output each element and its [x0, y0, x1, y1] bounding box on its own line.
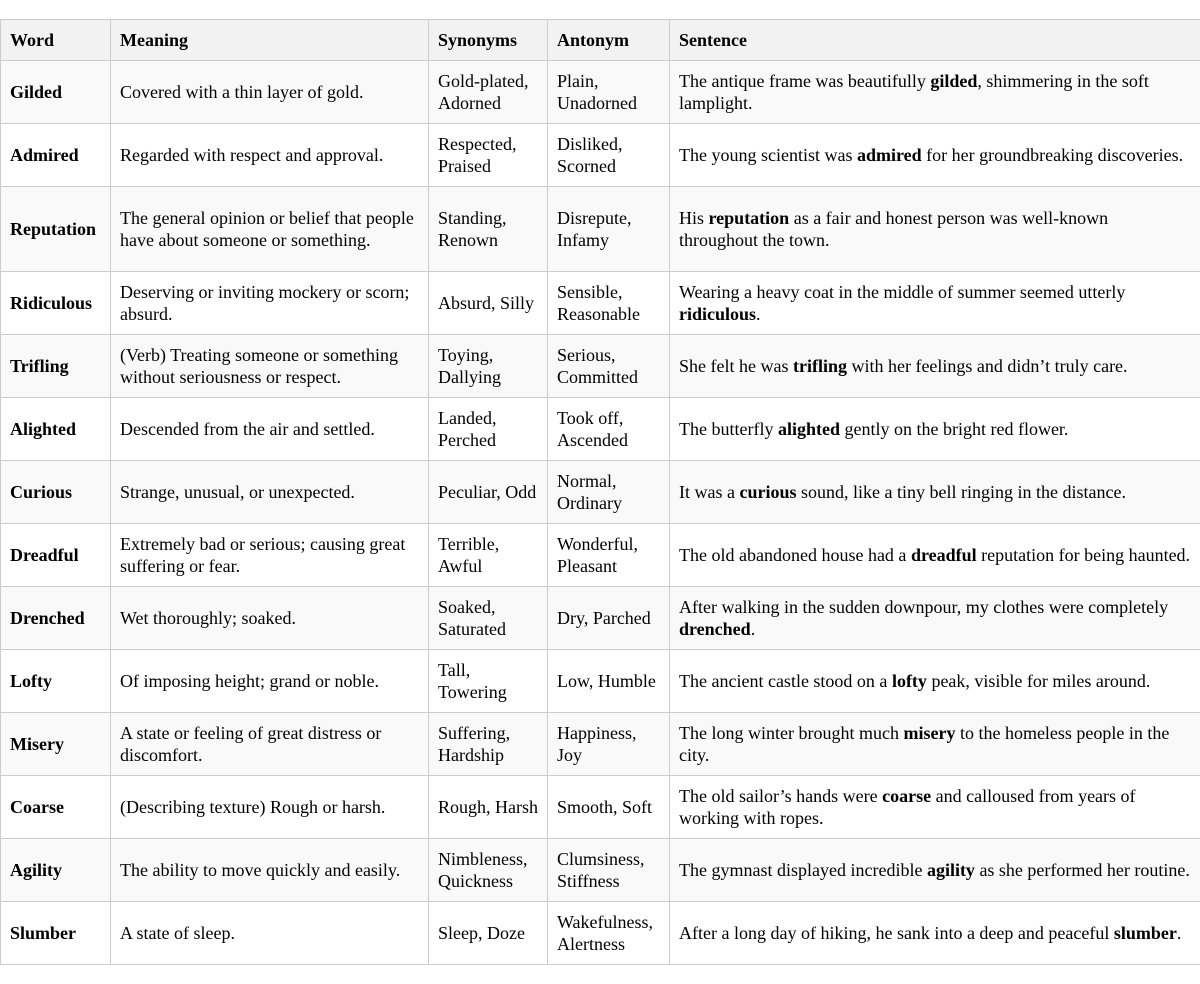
- table-row: [1, 587, 1200, 650]
- meaning-cell: Of imposing height; grand or noble.: [111, 650, 429, 713]
- column-header-meaning: Meaning: [111, 20, 429, 61]
- synonyms-cell: Nimbleness, Quickness: [429, 839, 548, 902]
- sentence-highlight: trifling: [792, 356, 847, 376]
- table-row: [1, 398, 1200, 461]
- meaning-cell: Deserving or inviting mockery or scorn; absurd.: [111, 272, 429, 335]
- antonym-cell: Wonderful, Pleasant: [548, 524, 670, 587]
- synonyms-cell: Toying, Dallying: [429, 335, 548, 398]
- sentence-text: reputation for being haunted.: [976, 545, 1191, 565]
- sentence-highlight: misery: [903, 723, 956, 743]
- sentence-text: as she performed her routine.: [974, 860, 1190, 880]
- antonym-cell: Smooth, Soft: [548, 776, 670, 839]
- word-cell: Lofty: [1, 650, 111, 713]
- antonym-cell: Normal, Ordinary: [548, 461, 670, 524]
- antonym-cell: Plain, Unadorned: [548, 61, 670, 124]
- meaning-cell: (Describing texture) Rough or harsh.: [111, 776, 429, 839]
- table-row: [1, 272, 1200, 335]
- sentence-text: It was a: [679, 482, 740, 502]
- table-body: [1, 61, 1200, 965]
- sentence-text: for her groundbreaking discoveries.: [921, 145, 1184, 165]
- sentence-highlight: slumber: [1113, 923, 1177, 943]
- sentence-text: peak, visible for miles around.: [926, 671, 1151, 691]
- sentence-text: His: [679, 208, 709, 228]
- sentence-cell: [670, 335, 1200, 398]
- antonym-cell: Clumsiness, Stiffness: [548, 839, 670, 902]
- table-row: [1, 713, 1200, 776]
- sentence-cell: [670, 650, 1200, 713]
- sentence-text: She felt he was: [679, 356, 793, 376]
- sentence-highlight: dreadful: [910, 545, 977, 565]
- antonym-cell: Dry, Parched: [548, 587, 670, 650]
- table-row: [1, 335, 1200, 398]
- sentence-highlight: agility: [926, 860, 975, 880]
- sentence-cell: [670, 461, 1200, 524]
- meaning-cell: The ability to move quickly and easily.: [111, 839, 429, 902]
- antonym-cell: Happiness, Joy: [548, 713, 670, 776]
- synonyms-cell: Landed, Perched: [429, 398, 548, 461]
- antonym-cell: Took off, Ascended: [548, 398, 670, 461]
- synonyms-cell: Gold-plated, Adorned: [429, 61, 548, 124]
- sentence-highlight: curious: [739, 482, 797, 502]
- sentence-cell: [670, 587, 1200, 650]
- antonym-cell: Wakefulness, Alertness: [548, 902, 670, 965]
- meaning-cell: Strange, unusual, or unexpected.: [111, 461, 429, 524]
- sentence-cell: [670, 902, 1200, 965]
- sentence-text: as a fair and honest person was well-known throughout the town.: [679, 208, 1109, 250]
- word-cell: Alighted: [1, 398, 111, 461]
- sentence-cell: [670, 124, 1200, 187]
- sentence-text: gently on the bright red flower.: [839, 419, 1069, 439]
- sentence-text: , shimmering in the soft lamplight.: [679, 71, 1149, 113]
- sentence-cell: [670, 187, 1200, 272]
- table-row: [1, 650, 1200, 713]
- sentence-text: to the homeless people in the city.: [679, 723, 1170, 765]
- sentence-highlight: alighted: [777, 419, 840, 439]
- sentence-text: The old sailor’s hands were: [679, 786, 883, 806]
- word-cell: Reputation: [1, 187, 111, 272]
- antonym-cell: Disliked, Scorned: [548, 124, 670, 187]
- synonyms-cell: Suffering, Hardship: [429, 713, 548, 776]
- word-cell: Dreadful: [1, 524, 111, 587]
- word-cell: Ridiculous: [1, 272, 111, 335]
- column-header-sentence: Sentence: [670, 20, 1200, 61]
- synonyms-cell: Sleep, Doze: [429, 902, 548, 965]
- word-cell: Gilded: [1, 61, 111, 124]
- sentence-text: The gymnast displayed incredible: [679, 860, 927, 880]
- sentence-cell: [670, 776, 1200, 839]
- meaning-cell: A state or feeling of great distress or discomfort.: [111, 713, 429, 776]
- sentence-highlight: lofty: [891, 671, 927, 691]
- sentence-text: sound, like a tiny bell ringing in the distance.: [796, 482, 1126, 502]
- meaning-cell: (Verb) Treating someone or something without seriousness or respect.: [111, 335, 429, 398]
- synonyms-cell: Standing, Renown: [429, 187, 548, 272]
- meaning-cell: Extremely bad or serious; causing great suffering or fear.: [111, 524, 429, 587]
- synonyms-cell: Absurd, Silly: [429, 272, 548, 335]
- column-header-word: Word: [1, 20, 111, 61]
- sentence-text: with her feelings and didn’t truly care.: [846, 356, 1128, 376]
- table-row: [1, 187, 1200, 272]
- sentence-cell: [670, 398, 1200, 461]
- sentence-highlight: reputation: [708, 208, 790, 228]
- sentence-cell: [670, 272, 1200, 335]
- sentence-cell: [670, 713, 1200, 776]
- sentence-highlight: drenched: [679, 619, 751, 639]
- sentence-cell: [670, 524, 1200, 587]
- word-cell: Misery: [1, 713, 111, 776]
- synonyms-cell: Soaked, Saturated: [429, 587, 548, 650]
- word-cell: Agility: [1, 839, 111, 902]
- synonyms-cell: Terrible, Awful: [429, 524, 548, 587]
- word-cell: Curious: [1, 461, 111, 524]
- sentence-text: Wearing a heavy coat in the middle of summer seemed utterly: [679, 282, 1126, 302]
- sentence-text: and calloused from years of working with ropes.: [679, 786, 1136, 828]
- column-header-synonyms: Synonyms: [429, 20, 548, 61]
- sentence-text: .: [756, 304, 761, 324]
- sentence-highlight: ridiculous: [679, 304, 757, 324]
- sentence-text: The antique frame was beautifully: [679, 71, 931, 91]
- vocabulary-table: [0, 19, 1200, 965]
- sentence-text: .: [1176, 923, 1182, 943]
- synonyms-cell: Rough, Harsh: [429, 776, 548, 839]
- sentence-text: The ancient castle stood on a: [679, 671, 892, 691]
- table-row: [1, 902, 1200, 965]
- sentence-cell: [670, 839, 1200, 902]
- sentence-text: .: [750, 619, 756, 639]
- meaning-cell: The general opinion or belief that people have about someone or something.: [111, 187, 429, 272]
- antonym-cell: Low, Humble: [548, 650, 670, 713]
- table-row: [1, 524, 1200, 587]
- sentence-text: The young scientist was: [679, 145, 857, 165]
- synonyms-cell: Respected, Praised: [429, 124, 548, 187]
- meaning-cell: Descended from the air and settled.: [111, 398, 429, 461]
- sentence-text: After walking in the sudden downpour, my clothes were completely: [679, 597, 1169, 617]
- antonym-cell: Sensible, Reasonable: [548, 272, 670, 335]
- table-row: [1, 61, 1200, 124]
- meaning-cell: Regarded with respect and approval.: [111, 124, 429, 187]
- synonyms-cell: Peculiar, Odd: [429, 461, 548, 524]
- sentence-highlight: gilded: [930, 71, 978, 91]
- word-cell: Admired: [1, 124, 111, 187]
- sentence-text: The old abandoned house had a: [679, 545, 911, 565]
- antonym-cell: Disrepute, Infamy: [548, 187, 670, 272]
- sentence-highlight: admired: [856, 145, 922, 165]
- table-header: [1, 20, 1200, 61]
- word-cell: Drenched: [1, 587, 111, 650]
- table-row: [1, 839, 1200, 902]
- table-row: [1, 461, 1200, 524]
- synonyms-cell: Tall, Towering: [429, 650, 548, 713]
- meaning-cell: A state of sleep.: [111, 902, 429, 965]
- antonym-cell: Serious, Committed: [548, 335, 670, 398]
- table-row: [1, 124, 1200, 187]
- sentence-cell: [670, 61, 1200, 124]
- table-row: [1, 776, 1200, 839]
- column-header-antonym: Antonym: [548, 20, 670, 61]
- meaning-cell: Wet thoroughly; soaked.: [111, 587, 429, 650]
- word-cell: Trifling: [1, 335, 111, 398]
- meaning-cell: Covered with a thin layer of gold.: [111, 61, 429, 124]
- word-cell: Slumber: [1, 902, 111, 965]
- sentence-text: The butterfly: [679, 419, 778, 439]
- sentence-text: The long winter brought much: [679, 723, 904, 743]
- sentence-highlight: coarse: [882, 786, 932, 806]
- header-row: [1, 20, 1200, 61]
- sentence-text: After a long day of hiking, he sank into a deep and peaceful: [679, 923, 1114, 943]
- word-cell: Coarse: [1, 776, 111, 839]
